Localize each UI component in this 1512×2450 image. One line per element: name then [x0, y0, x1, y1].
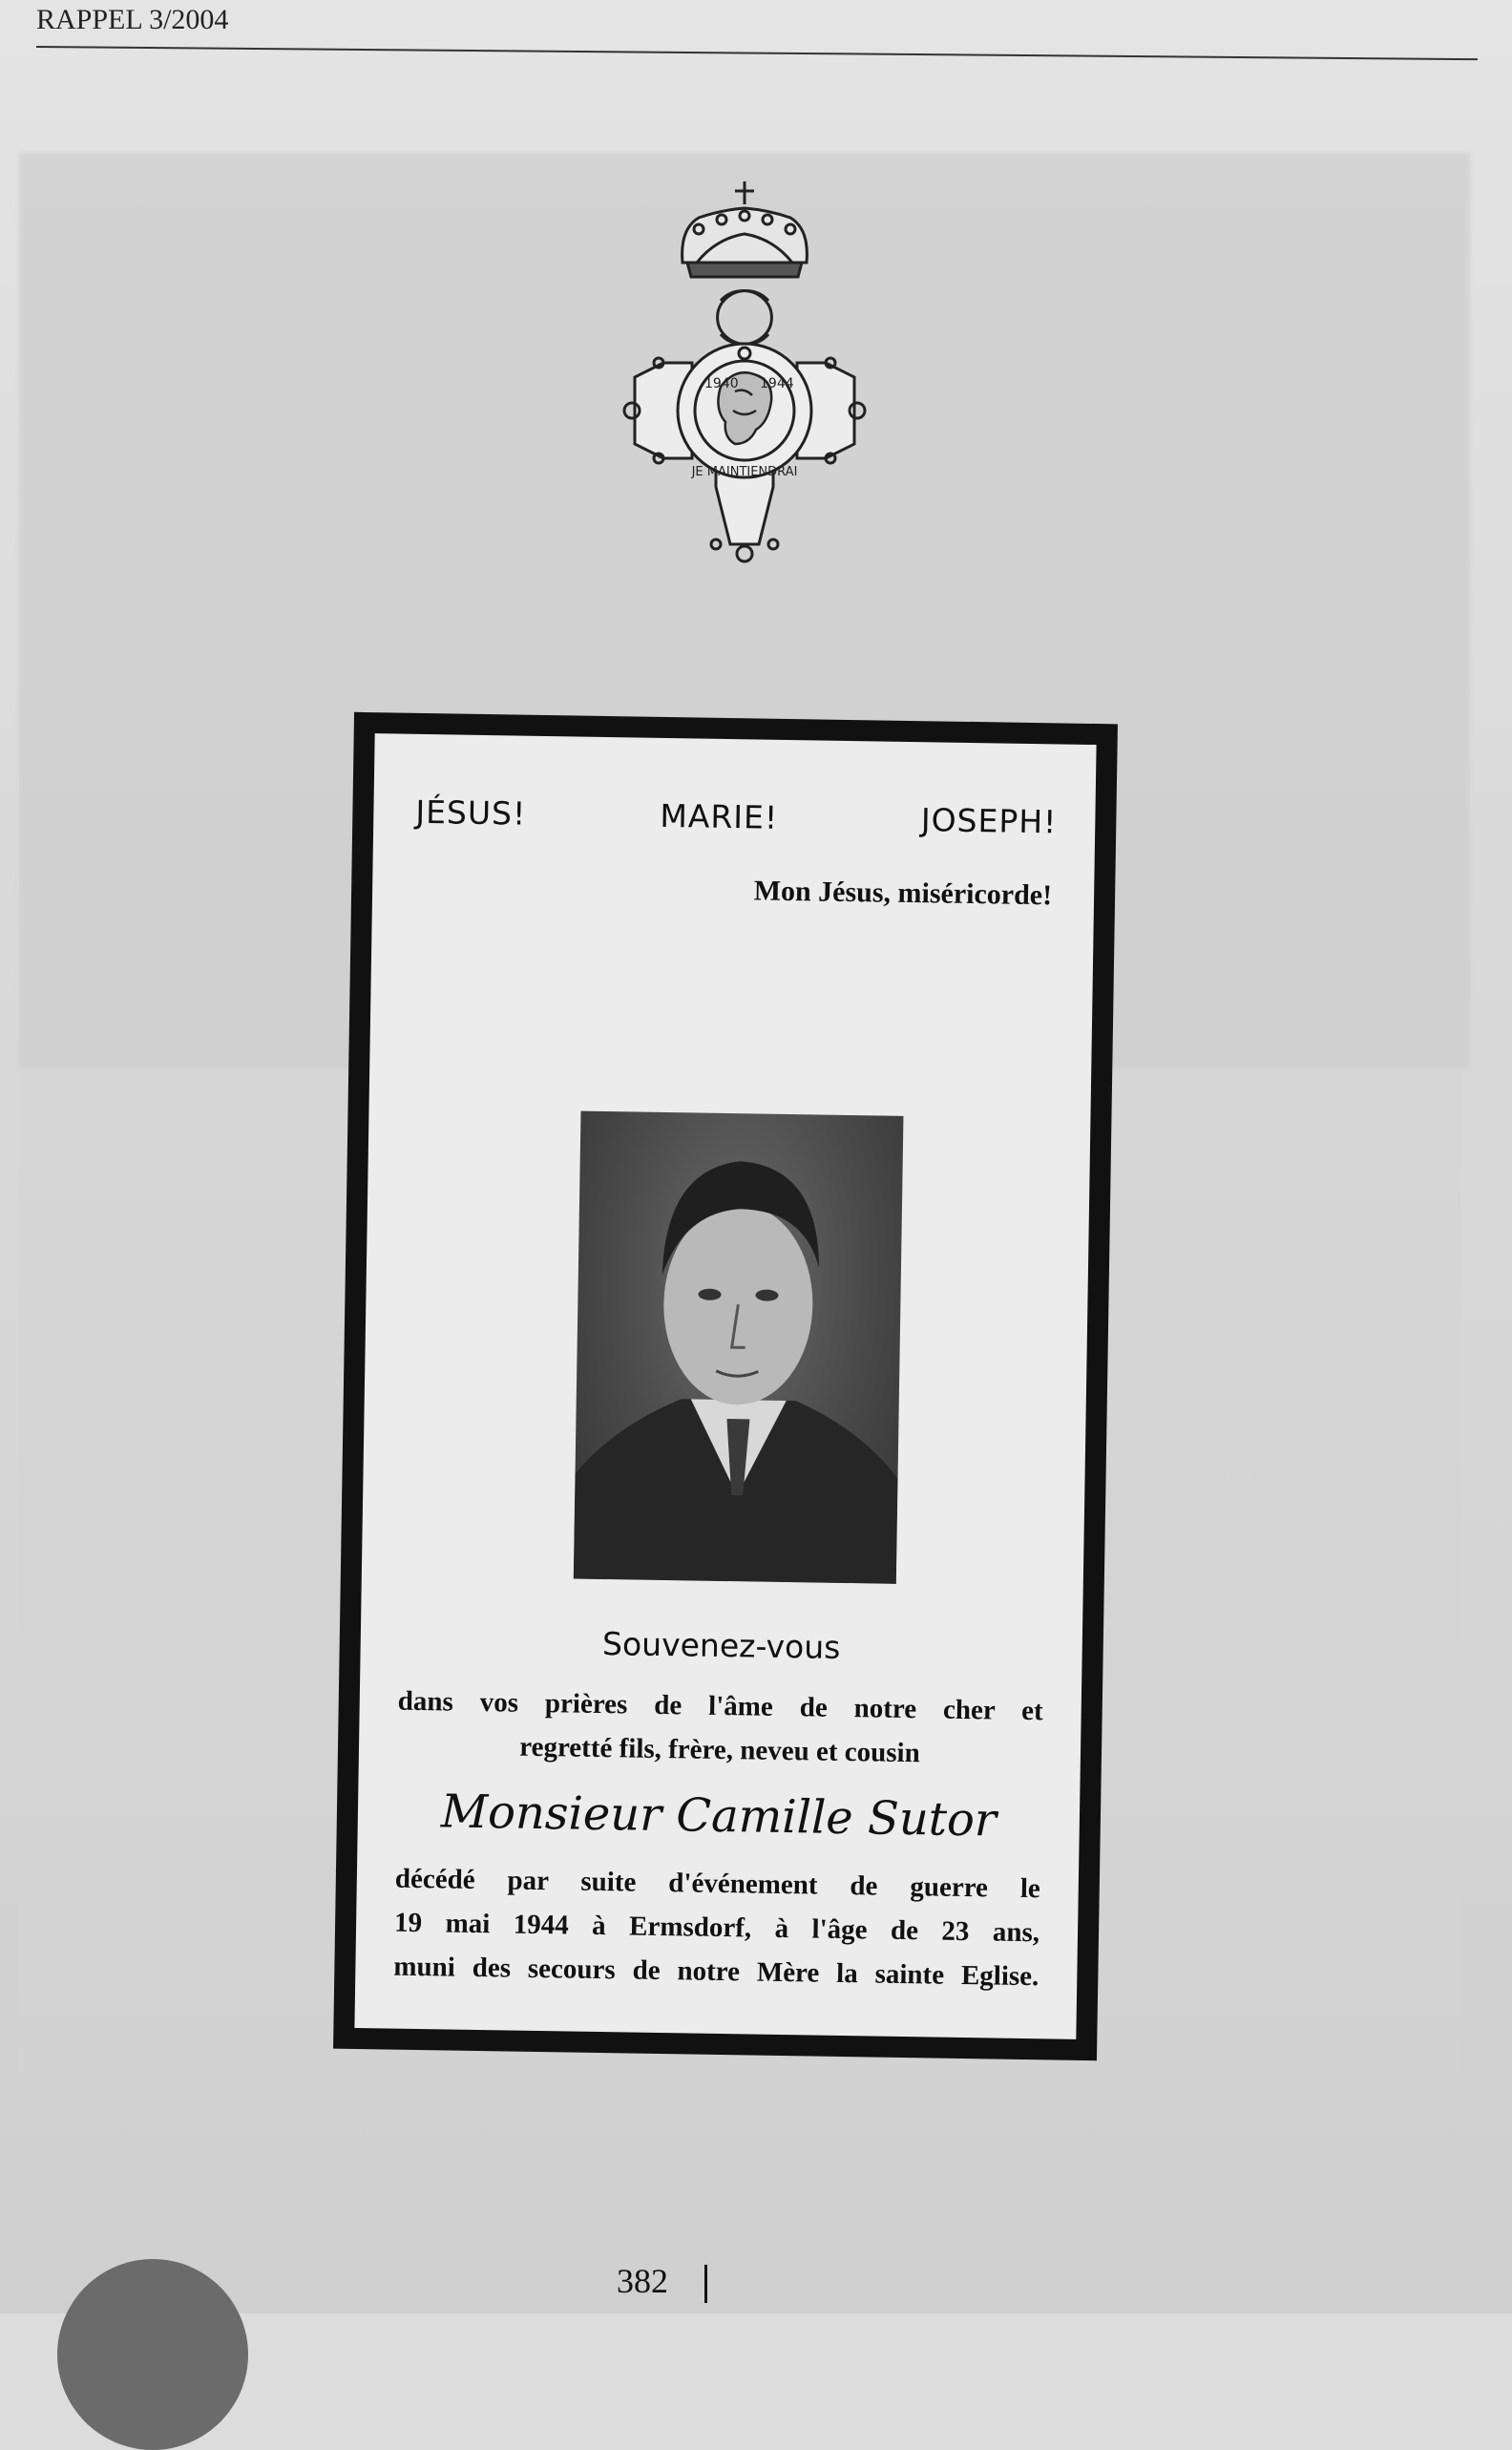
death-line-2: 19 mai 1944 à Ermsdorf, à l'âge de 23 ans,: [393, 1907, 1040, 1949]
monogram-icon: [718, 291, 772, 345]
crown-icon: [682, 181, 808, 277]
medal-year-right: 1944: [760, 376, 794, 391]
invocation-marie: MARIE!: [660, 796, 779, 836]
portrait-photo: [574, 1111, 904, 1584]
page-number: 382: [617, 2262, 668, 2300]
misericorde-line: Mon Jésus, miséricorde!: [753, 875, 1053, 912]
invocation-joseph: JOSEPH!: [920, 801, 1058, 841]
running-header: RAPPEL 3/2004: [36, 4, 229, 35]
medal-year-left: 1940: [704, 376, 739, 391]
page-number-bar: [704, 2265, 707, 2303]
corner-decoration: [57, 2259, 248, 2450]
prayer-line-1: dans vos prières de l'âme de notre cher et: [397, 1685, 1043, 1727]
deceased-name: Monsieur Camille Sutor: [440, 1785, 998, 1848]
souvenez-heading: Souvenez-vous: [601, 1625, 841, 1666]
death-line-3: muni des secours de notre Mère la sainte Eglise.: [393, 1951, 1040, 1993]
commemorative-medal-emblem: [592, 172, 897, 611]
invocation-jesus: JÉSUS!: [415, 792, 527, 833]
memorial-card: [333, 712, 1118, 2060]
memorial-card-inner: [354, 733, 1096, 2039]
medal-motto: JE MAINTIENDRAI: [691, 465, 798, 479]
portrait-figure: [574, 1111, 904, 1584]
death-line-1: décédé par suite d'événement de guerre le: [394, 1863, 1041, 1905]
prayer-line-2: regretté fils, frère, neveu et cousin: [519, 1731, 921, 1769]
